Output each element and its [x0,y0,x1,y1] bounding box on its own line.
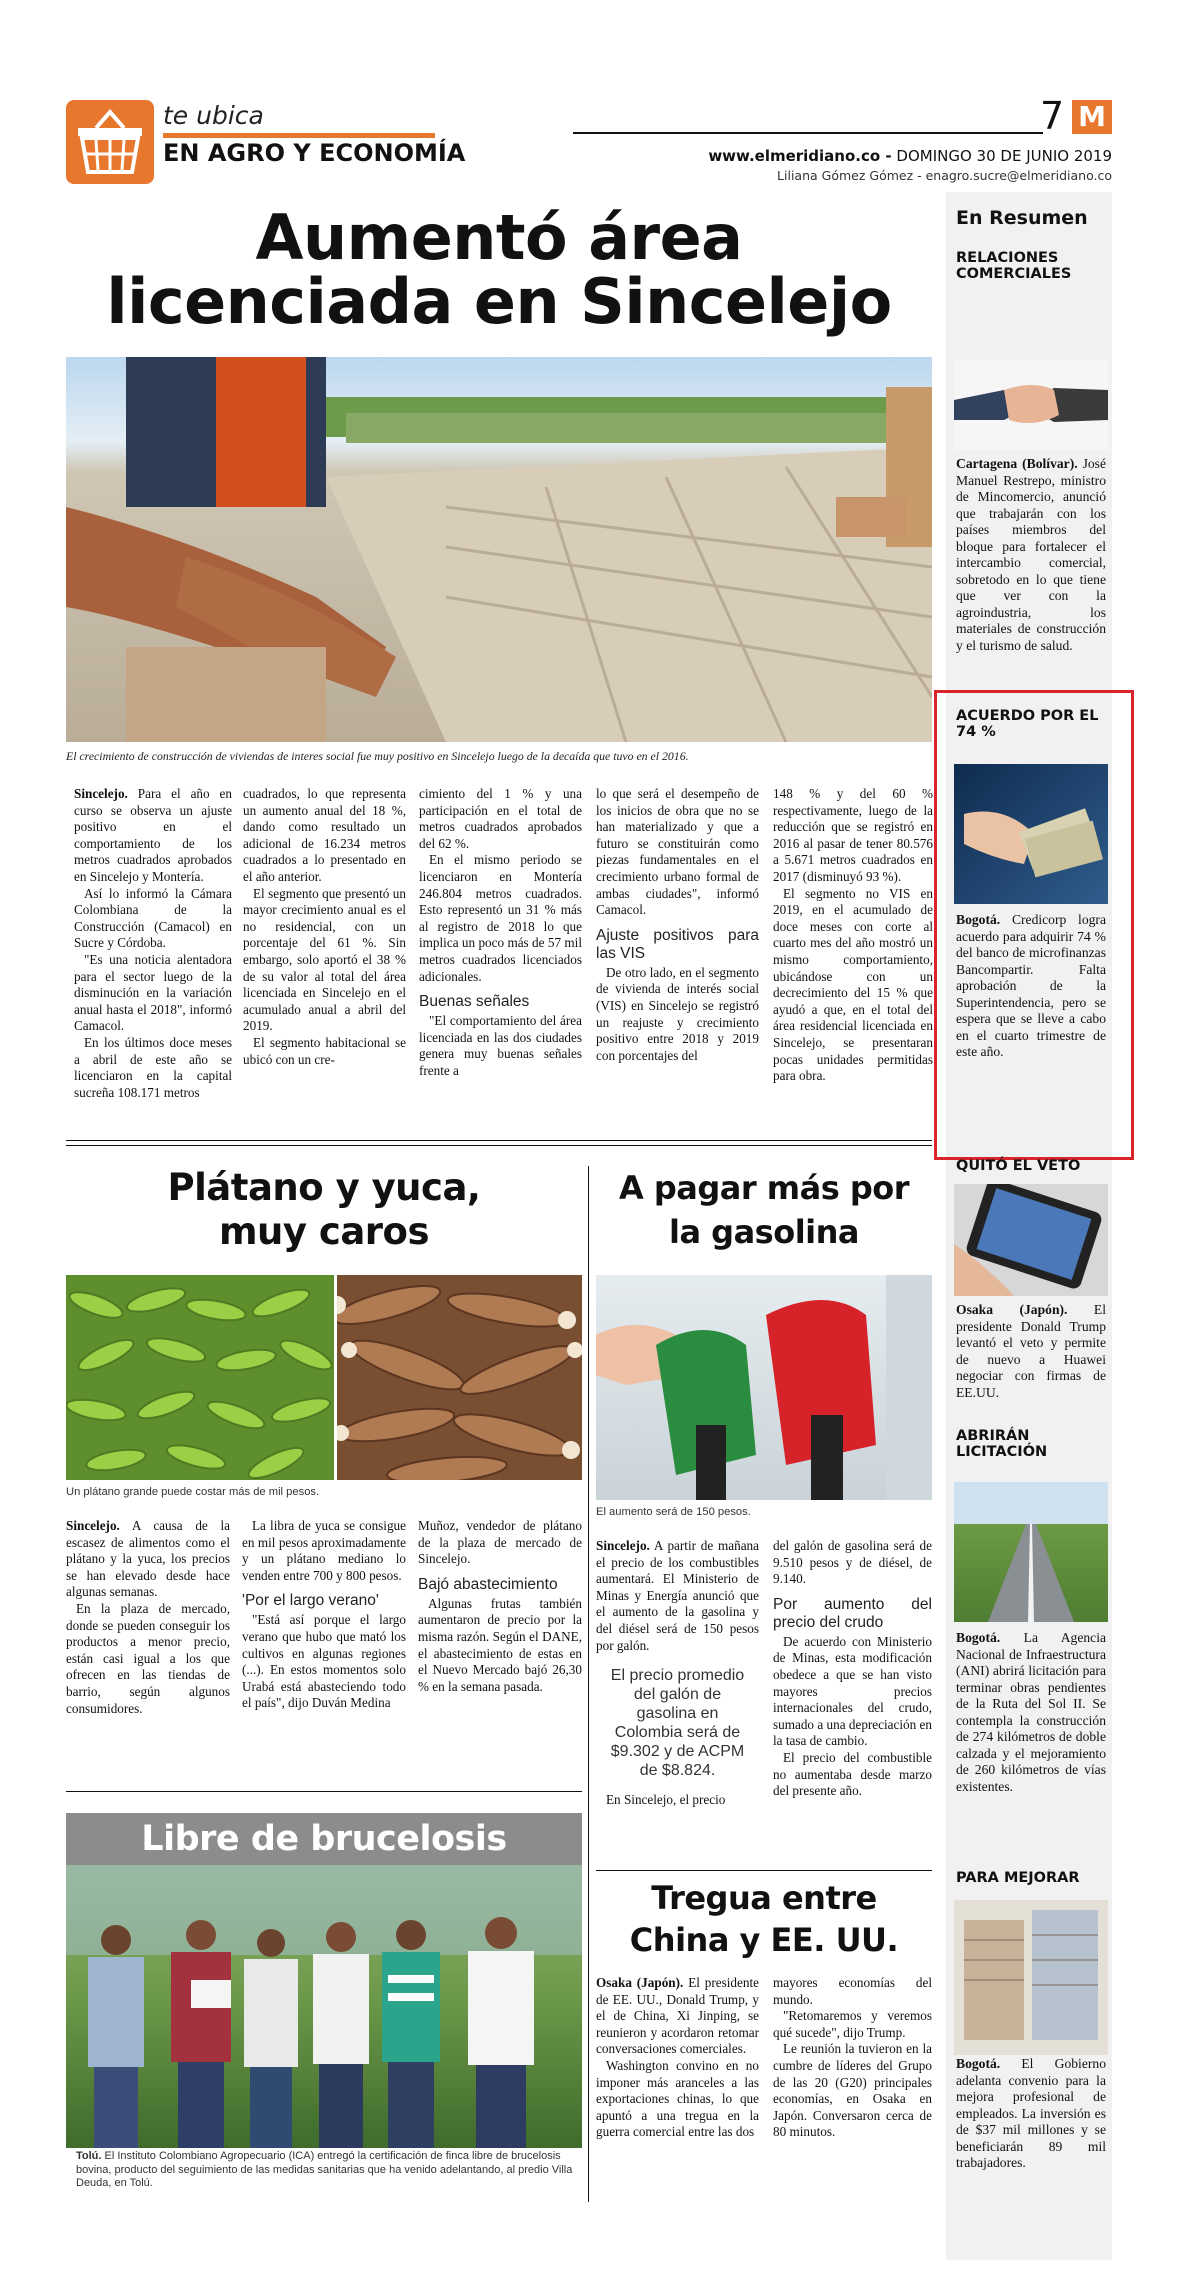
subhead-aumento-crudo: Por aumento del precio del crudo [773,1595,932,1631]
phone-photo [954,1184,1108,1296]
money-photo [954,764,1108,904]
subhead-ajuste-vis: Ajuste positivos para las VIS [596,926,759,962]
platano-col-2: La libra de yuca se consigue en mil pesos aproximadamente y un plátano mediano lo venden entre 700 y 800 pesos. 'Por el largo verano' "Está así porque el largo verano que hubo que mató los cultivos en algunas regiones (...). En estos momentos solo Urabá está abasteciendo todo el país", dijo Duván Medina [242,1518,406,1711]
gasolina-photo [596,1275,932,1500]
subhead-largo-verano: 'Por el largo verano' [242,1592,379,1610]
sidebar-text-licitacion: Bogotá. La Agencia Nacional de Infraestructura (ANI) abrirá licitación para terminar obras pendientes de la Ruta del Sol II. Se contempla la construcción de 274 kilómetros de doble calzada y el mejoramiento de 260 kilómetros de vías existentes. [956,1630,1106,1794]
sidebar-text-mejorar: Bogotá. El Gobierno adelanta convenio para la mejora profesional de empleados. La inversión es de $37 mil millones y se beneficiarán 89 mil trabajadores. [956,2056,1106,2170]
brucelosis-photo [66,1865,582,2148]
sidebar-text-relaciones: Cartagena (Bolívar). José Manuel Restrepo, ministro de Mincomercio, anunció que trabajarán con los países miembros del bloque para fortalecer el intercambio comercial, sobretodo en lo que tiene que ver con la agroindustria, los materiales de construcción y el turismo de salud. [956,456,1106,653]
platano-col-3: Muñoz, vendedor de plátano de la plaza de mercado de Sincelejo. Bajó abastecimiento Algunas frutas también aumentaron de precio por la misma razón. Según el DANE, el abastecimiento de estas en el Nuevo Mercado bajó 26,30 % en la semana pasada. [418,1518,582,1694]
platano-caption: Un plátano grande puede costar más de mil pesos. [66,1486,320,1498]
gasolina-pullquote: El precio promedio del galón de gasolina en Colombia será de $9.302 y de ACPM de $8.824. [610,1667,745,1780]
sidebar-text-veto: Osaka (Japón). El presidente Donald Trump levantó el veto y permite de nuevo a Huawei negociar con firmas de EE.UU. [956,1302,1106,1400]
section-underline [163,133,435,138]
basket-icon [66,100,154,184]
main-col-5: 148 % y del 60 % respectivamente, luego de la reducción que se registró en 2016 al pasar de tener 80.576 a 5.671 metros cuadrados en 2017 (disminuyó 93 %). El segmento no VIS en 2019, en el acumulado de doce meses con corte al cuarto mes del año mostró un mismo comportamiento, ubicándose con un decrecimiento del 15 % que ayudó a que, en el total del área residencial licenciada en Sincelejo, se presentaran pocas unidades permitidas para obra. [773,786,933,1084]
main-story-divider [66,1140,932,1146]
banknotes-photo [954,1900,1108,2055]
gasolina-bottom-rule [596,1870,932,1871]
main-col-1: Sincelejo. Para el año en curso se observa un ajuste positivo en el comportamiento de los metros cuadrados aprobados en Sincelejo y Montería. Así lo informó la Cámara Colombiana de la Construcción (Camacol) en Sucre y Córdoba. "Es una noticia alentadora para el sector luego de la disminución en la variación anual hasta el 2018", informó Camacol. En los últimos doce meses a abril de este año se licenciaron en la capital sucreña 108.171 metros [74,786,232,1100]
platano-photo [66,1275,334,1480]
highway-photo [954,1482,1108,1622]
yuca-photo [337,1275,582,1480]
tregua-col-1: Osaka (Japón). El presidente de EE. UU., Donald Trump, y el de China, Xi Jinping, se reunieron y acordaron retomar conversaciones comerciales. Washington convino en no imponer más aranceles a las exportaciones chinas, lo que apuntó a una tregua en la guerra comercial entre las dos [596,1975,759,2140]
handshake-photo [954,360,1108,450]
site-url[interactable]: www.elmeridiano.co - [708,147,892,165]
section-small-label: te ubica [163,101,264,130]
brucelosis-headline: Libre de brucelosis [141,1819,507,1859]
byline: Liliana Gómez Gómez - enagro.sucre@elmeridiano.co [777,168,1112,183]
sidebar-text-acuerdo: Bogotá. Credicorp logra acuerdo para adquirir 74 % del banco de microfinanzas Bancompartir. Falta aprobación de la Superintendencia, pero se espera que se lleve a cabo en el cuarto trimestre de este año. [956,912,1106,1059]
site-date-line [560,147,1112,165]
tregua-col-2: mayores economías del mundo. "Retomaremos y veremos qué sucede", dijo Trump. Le reunión la tuvieron en la cumbre de líderes del Grupo de las 20 (G20) principales economías, en Osaka en Japón. Conversaron cerca de 80 minutos. [773,1975,932,2140]
main-headline-line1: Aumentó área [255,201,743,274]
main-dateline: Sincelejo. [74,786,128,801]
platano-headline: Plátano y yuca, muy caros [167,1166,481,1253]
main-col-2: cuadrados, lo que representa un aumento anual del 18 %, dando como resultado un adicional de 16.234 metros cuadrados a lo presentado en el año anterior. El segmento que presentó un mayor crecimiento anual es el no residencial, con un porcentaje del 61 %. Sin embargo, solo aportó el 38 % de su valor al total del área licenciada en Sincelejo en el acumulado anual a abril del 2019. El segmento habitacional se ubicó con un cre- [243,786,406,1067]
main-col-3: cimiento del 1 % y una participación en el total de metros cuadrados aprobados del 62 %. En el mismo periodo se licenciaron en Montería 246.804 metros cuadrados. Esto representó un 31 % más al registro de 2018 lo que implica un poco más de 57 mil metros cuadrados licenciados adicionales. Buenas señales "El comportamiento del área licenciada en las dos ciudades genera muy buenas señales frente a [419,786,582,1078]
section-logo [66,100,154,184]
subhead-bajo-abastecimiento: Bajó abastecimiento [418,1575,558,1593]
sidebar-heading-licitacion: ABRIRÁN LICITACIÓN [956,1428,1048,1460]
sidebar-heading-mejorar: PARA MEJORAR [956,1870,1080,1886]
sidebar-title: En Resumen [956,207,1088,229]
column-divider [588,1166,589,2202]
platano-bottom-rule [66,1791,582,1792]
main-photo [66,357,932,742]
subhead-buenas-senales: Buenas señales [419,993,530,1011]
tregua-headline: Tregua entre China y EE. UU. [629,1879,899,1959]
sidebar-heading-acuerdo: ACUERDO POR EL 74 % [956,708,1099,740]
masthead-logo: M [1072,100,1112,134]
header-rule [573,132,1043,134]
main-headline-line2: licenciada en Sincelejo [106,265,892,338]
platano-col-1: Sincelejo. A causa de la escasez de alimentos como el plátano y la yuca, los precios se han elevado desde hace algunas semanas. En la plaza de mercado, donde se pueden conseguir los productos a menor precio, están casi igual a los que ofrecen en las tiendas de barrio, según algunos consumidores. [66,1518,230,1716]
main-col-4: lo que será el desempeño de los inicios de obra que no se han materializado y que a futuro se constituirán como piezas fundamentales en el crecimiento urbano formal de ambas ciudades", informó Camacol. Ajuste positivos para las VIS De otro lado, en el segmento de vivienda de interés social (VIS) en Sincelejo se registró un reajuste y crecimiento positivo entre 2018 y 2019 con porcentajes del [596,786,759,1063]
sidebar-heading-veto: QUITÓ EL VETO [956,1158,1081,1174]
gasolina-headline: A pagar más por la gasolina [618,1169,910,1251]
section-big-label: EN AGRO Y ECONOMÍA [163,139,466,167]
sidebar-heading-relaciones: RELACIONES COMERCIALES [956,250,1072,282]
gasolina-col-1: Sincelejo. A partir de mañana el precio de los combustibles aumentará. El Ministerio de Minas y Energía anunció que el aumento de la gasolina y del diésel será de 150 pesos por galón. El precio promedio del galón de gasolina en Colombia será de $9.302 y de ACPM de $8.824. En Sincelejo, el precio [596,1538,759,1808]
page-number: 7 [1040,94,1065,138]
main-photo-caption: El crecimiento de construcción de viviendas de interes social fue muy positivo en Sincelejo luego de la decaída que tuvo en el 2016. [66,749,689,763]
gasolina-caption: El aumento será de 150 pesos. [596,1506,751,1518]
brucelosis-caption: Tolú. El Instituto Colombiano Agropecuario (ICA) entregó la certificación de finca libre de brucelosis bovina, producto del seguimiento de las medidas sanitarias que ha venido adelantando, al predio Villa Deuda, en Tolú. [76,2150,573,2189]
issue-date: DOMINGO 30 DE JUNIO 2019 [896,147,1112,165]
main-headline [66,201,932,338]
gasolina-col-2: del galón de gasolina será de 9.510 pesos y de diésel, de 9.140. Por aumento del precio del crudo De acuerdo con Ministerio de Minas, esta modificación obedece a que se han visto mayores precios internacionales del crudo, sumado a una depreciación en la tasa de cambio. El precio del combustible no aumentaba desde marzo del presente año. [773,1538,932,1799]
